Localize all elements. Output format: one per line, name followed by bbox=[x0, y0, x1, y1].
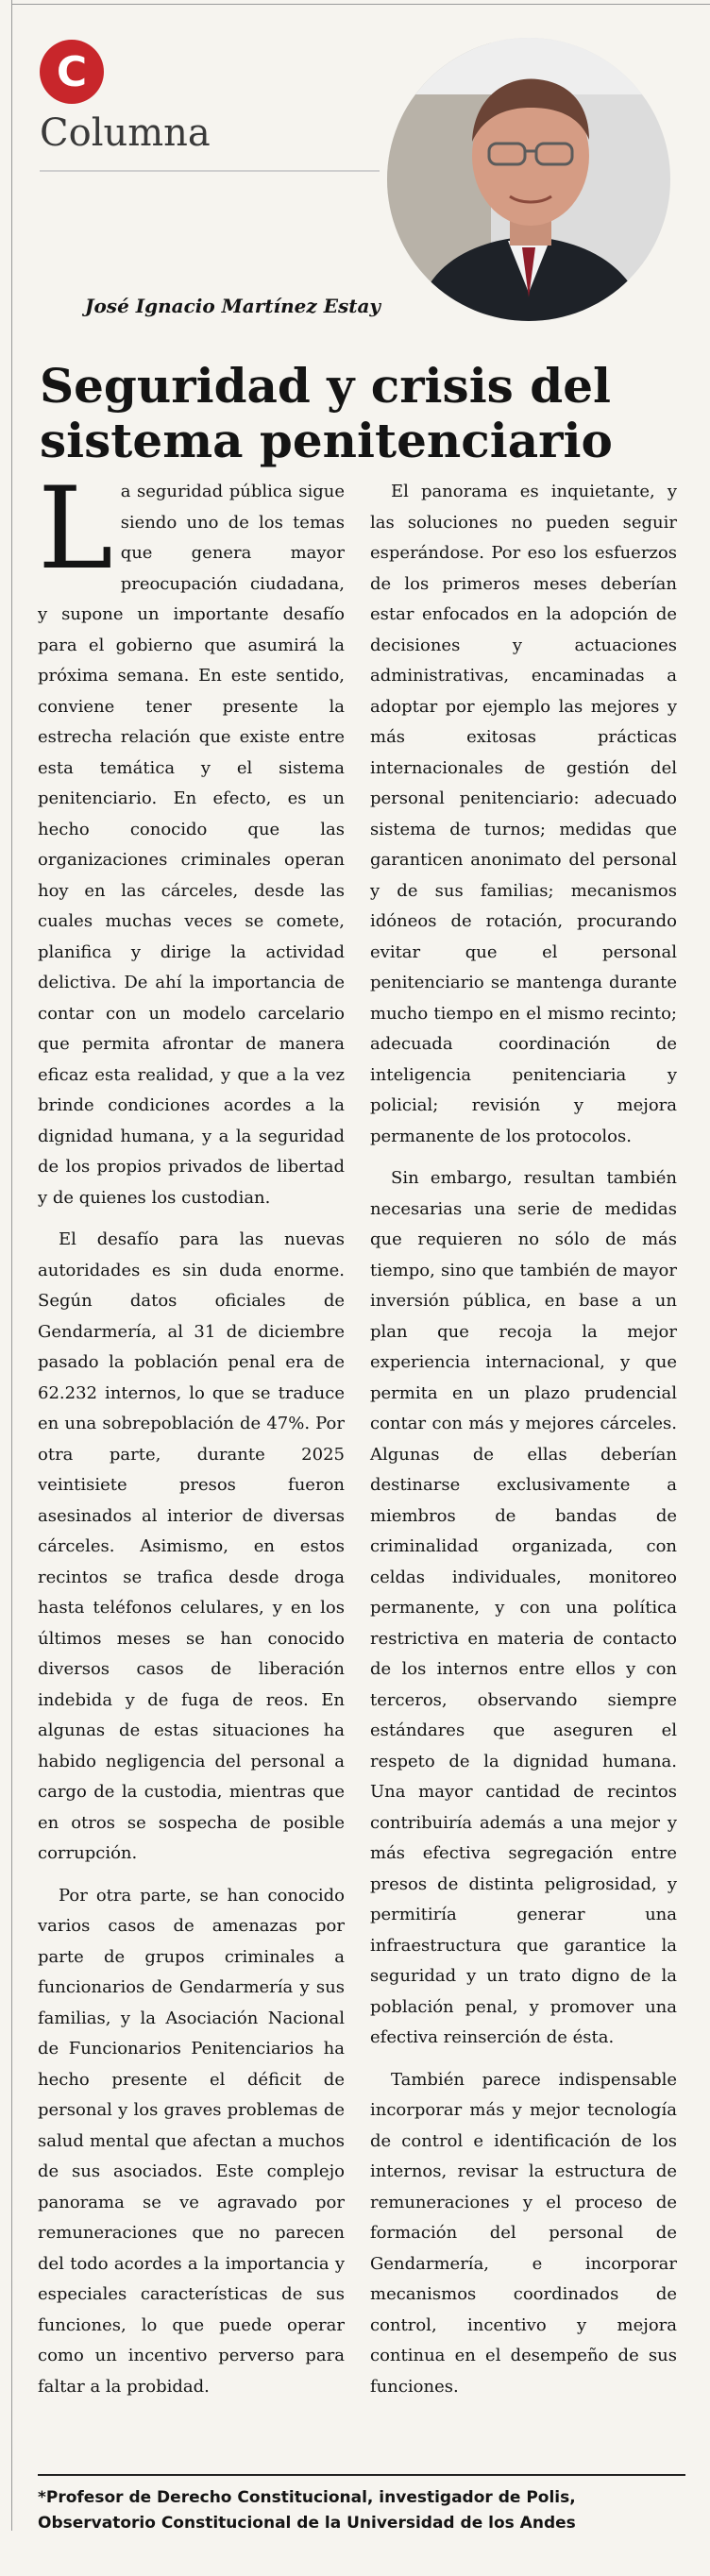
section-underline bbox=[40, 170, 380, 172]
article-paragraph-6: También parece indispensable incorporar más y mejor tecnología de control e identificación de los internos, revisar la estructura de remuneraciones y el proceso de formación del personal de Gendarmería, e incorporar mecanismos coordinados de control, incentivo y mejora continua en el desempeño de sus funciones. bbox=[370, 2069, 677, 2397]
paragraph-1-text: a seguridad pública sigue siendo uno de los temas que genera mayor preocupación ciudadana, y supone un importante desafío para el gobierno que asumirá la próxima semana. En este sentido, conviene tener presente la estrecha relación que existe entre esta temática y el sistema penitenciario. En efecto, es un hecho conocido que las organizaciones criminales operan hoy en las cárceles, desde las cuales muchas veces se comete, planifica y dirige la actividad delictiva. De ahí la importancia de contar con un modelo carcelario que permita afrontar de manera eficaz esta realidad, y que a la vez brinde condiciones acordes a la dignidad humana, y a la seguridad de los propios privados de libertad y de quienes los custodian. bbox=[38, 482, 345, 1208]
article-paragraph-4: El panorama es inquietante, y las soluciones no pueden seguir esperándose. Por eso los esfuerzos de los primeros meses deberían estar enfocados en la adopción de decisiones y actuaciones administrativas, encaminadas a adoptar por ejemplo las mejores y más exitosas prácticas internacionales de gestión del personal penitenciario: adecuado sistema de turnos; medidas que garanticen anonimato del personal y de sus familias; mecanismos idóneos de rotación, procurando evitar que el personal penitenciario se mantenga durante mucho tiempo en el mismo recinto; adecuada coordinación de inteligencia penitenciaria y policial; revisión y mejora permanente de los protocolos. bbox=[370, 482, 677, 1146]
author-portrait-illustration bbox=[387, 38, 670, 321]
section-label: Columna bbox=[40, 111, 211, 155]
author-footnote: *Profesor de Derecho Constitucional, investigador de Polis, Observatorio Constitucional de la Universidad de los Andes bbox=[38, 2488, 576, 2533]
article-paragraph-5: Sin embargo, resultan también necesarias una serie de medidas que requieren no sólo de más tiempo, sino que también de mayor inversión pública, en base a un plan que recoja la mejor experiencia internacional, y que permita en un plazo prudencial contar con más y mejores cárceles. Algunas de ellas deberían destinarse exclusivamente a miembros de bandas de criminalidad organizada, con celdas individuales, monitoreo permanente, y con una política restrictiva en materia de contacto de los internos entre ellos y con terceros, observando siempre estándares que aseguren el respeto de la dignidad humana. Una mayor cantidad de recintos contribuiría además a una mejor y más efectiva segregación entre presos de distinta peligrosidad, y permitiría generar una infraestructura que garantice la seguridad y un trato digno de la población penal, y promover una efectiva reinserción de ésta. bbox=[370, 1168, 677, 2047]
article-column-left bbox=[38, 464, 345, 2414]
left-rule bbox=[11, 0, 12, 2531]
article-paragraph-1 bbox=[38, 464, 345, 1213]
article-paragraph-3: Por otra parte, se han conocido varios casos de amenazas por parte de grupos criminales a funcionarios de Gendarmería y sus familias, y la Asociación Nacional de Funcionarios Penitenciarios ha hecho presente el déficit de personal y los graves problemas de salud mental que afectan a muchos de sus asociados. Este complejo panorama se ve agravado por remuneraciones que no parecen del todo acordes a la importancia y especiales características de sus funciones, lo que puede operar como un incentivo perverso para faltar a la probidad. bbox=[38, 1885, 345, 2397]
headline: Seguridad y crisis del sistema penitenciario bbox=[40, 357, 613, 468]
article-column-right bbox=[370, 477, 677, 2414]
footer-rule bbox=[38, 2474, 685, 2476]
top-rule bbox=[11, 4, 710, 5]
author-photo bbox=[387, 38, 670, 321]
drop-cap: L bbox=[38, 464, 113, 595]
section-badge: C bbox=[40, 40, 104, 104]
article-paragraph-2: El desafío para las nuevas autoridades es sin duda enorme. Según datos oficiales de Gendarmería, al 31 de diciembre pasado la población penal era de 62.232 internos, lo que se traduce en una sobrepoblación de 47%. Por otra parte, durante 2025 veintisiete presos fueron asesinados al interior de diversas cárceles. Asimismo, en estos recintos se trafica desde droga hasta teléfonos celulares, y en los últimos meses se han conocido diversos casos de liberación indebida y de fuga de reos. En algunas de estas situaciones ha habido negligencia del personal a cargo de la custodia, mientras que en otros se sospecha de posible corrupción. bbox=[38, 1229, 345, 1863]
author-name: José Ignacio Martínez Estay bbox=[85, 295, 381, 317]
